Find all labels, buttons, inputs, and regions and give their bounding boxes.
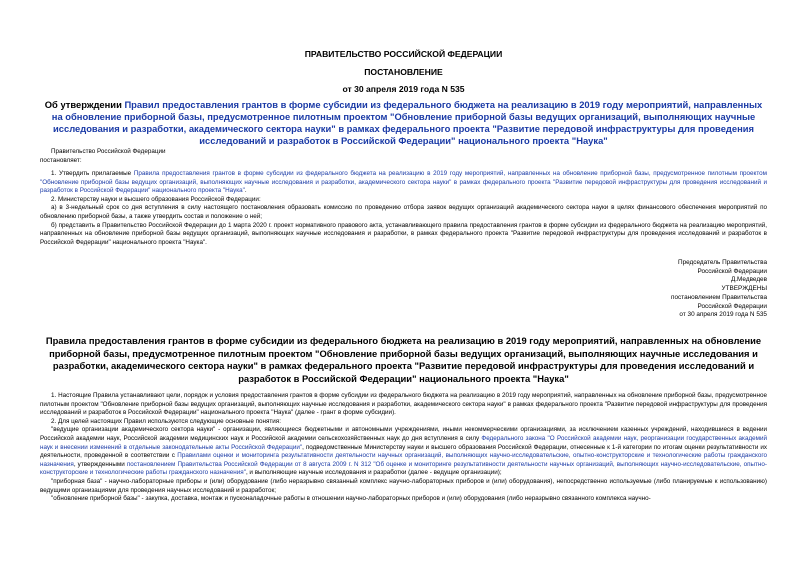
- item-2b: б) представить в Правительство Российской Федерации до 1 марта 2020 г. проект нормативного правового акта, устанавливающего правила предоставления грантов в форме субсидии из федерального бюджета на реализацию мероприятий, направленных на обновление приборной базы ведущих организаций, выполняющих научные исследования и разработки, в рамках федерального проекта "Развитие передовой инфраструктуры для проведения исследований и разработок в Российской Федерации" национального проекта "Наука".: [40, 221, 767, 246]
- rules-body: [40, 392, 767, 504]
- preamble-line-1: Правительство Российской Федерации: [51, 148, 166, 155]
- definition-1-text-3: , утвержденными: [73, 460, 127, 468]
- definition-leading-organizations: [40, 426, 767, 478]
- preamble: [40, 148, 767, 165]
- decree-title-prefix: Об утверждении: [44, 99, 125, 110]
- item-1: [40, 170, 767, 196]
- approval-stamp-1: УТВЕРЖДЕНЫ: [721, 285, 767, 293]
- definition-1-text-2: , подведомственные Министерству науки и высшего образования Российской Федерации, отнесенные к 1-й категории по итогам оценки результативности их деятельности, проведенной в соответствии с: [40, 443, 767, 460]
- item-1-prefix: 1. Утвердить прилагаемые: [51, 170, 134, 177]
- signature-line-2: Российской Федерации: [697, 267, 767, 275]
- item-1-suffix: .: [244, 187, 247, 195]
- resolution-312-link[interactable]: постановлением Правительства Российской Федерации от 8 августа 2009 г. N 312 "Об оценке и мониторинге результативности деятельности научных организаций, выполняющих научно-исследовательские, опытно-конструкторские и технологические работы гражданского назначения": [40, 460, 767, 477]
- document-type-heading: ПОСТАНОВЛЕНИЕ: [364, 67, 443, 77]
- signature-block: [567, 259, 767, 320]
- item-2: 2. Министерству науки и высшего образования Российской Федерации:: [51, 195, 261, 203]
- decree-title: [40, 99, 767, 147]
- rules-title: Правила предоставления грантов в форме субсидии из федерального бюджета на реализацию в 2019 году мероприятий, направленных на обновление приборной базы, предусмотренное пилотным проектом "Обновление приборной базы ведущих организаций, выполняющих научные исследования и разработки, академического сектора науки" в рамках федерального проекта "Развитие передовой инфраструктуры для проведения исследований и разработок в Российской Федерации" национального проекта "Наука": [45, 335, 762, 384]
- rule-2: 2. Для целей настоящих Правил используются следующие основные понятия:: [51, 417, 281, 425]
- decree-title-link[interactable]: Правил предоставления грантов в форме субсидии из федерального бюджета на реализацию в 2019 году мероприятий, направленных на обновление приборной базы, предусмотренное пилотным проектом "Обновление приборной базы ведущих организаций, выполняющих научные исследования и разработки, академического сектора науки" в рамках федерального проекта "Развитие передовой инфраструктуры для проведения исследований и разработок в Российской Федерации" национального проекта "Наука": [51, 99, 763, 146]
- preamble-line-2: постановляет:: [40, 156, 82, 164]
- federal-law-link[interactable]: Федерального закона "О Российской академии наук, реорганизации государственных академий наук и внесении изменений в отдельные законодательные акты Российской Федерации": [40, 434, 767, 451]
- signature-line-3: Д.Медведев: [730, 276, 767, 284]
- approval-stamp-2: постановлением Правительства: [671, 293, 767, 301]
- rules-link[interactable]: Правила предоставления грантов в форме субсидии из федерального бюджета на реализацию в 2019 году мероприятий, направленных на обновление приборной базы, предусмотренное пилотным проектом "Обновление приборной базы ведущих организаций, выполняющих научные исследования и разработки, академического сектора науки" в рамках федерального проекта "Развитие передовой инфраструктуры для проведения исследований и разработок в Российской Федерации" национального проекта "Наука": [40, 170, 768, 195]
- evaluation-rules-link[interactable]: Правилами оценки и мониторинга результативности деятельности научных организаций, выполняющих научно-исследовательские, опытно-конструкторские и технологические работы гражданского назначения: [40, 452, 767, 468]
- definition-instrument-base: "приборная база" - научно-лабораторные приборы и (или) оборудование (либо неразрывно связанный комплекс научно-лабораторных приборов и (или) оборудования), непосредственно используемые (либо планируемые к использованию) ведущими организациями для проведения научных исследований и разработок;: [40, 477, 767, 494]
- approval-stamp-3: Российской Федерации: [697, 302, 767, 310]
- decree-body: [40, 170, 767, 247]
- rule-1: 1. Настоящие Правила устанавливают цели, порядок и условия предоставления грантов в форме субсидии из федерального бюджета на реализацию в 2019 году мероприятий, направленных на обновление приборной базы, предусмотренное пилотным проектом "Обновление приборной базы ведущих организаций, выполняющих научные исследования и разработки, академического сектора науки" в рамках федерального проекта "Развитие передовой инфраструктуры для проведения исследований и разработок в Российской Федерации" национального проекта "Наука" (далее - грант в форме субсидии).: [40, 392, 767, 417]
- document-date-number: от 30 апреля 2019 года N 535: [342, 84, 465, 94]
- definition-1-text-1: "ведущие организации академического сектора науки" - организации, являющиеся бюджетными и автономными учреждениями, иными некоммерческими организациями, за исключением казенных учреждений, находившиеся в ведении Российской академии наук, Российской академии медицинских наук и Российской академии сельскохозяйственных наук до дня вступления в силу: [40, 426, 767, 442]
- signature-line-1: Председатель Правительства: [678, 259, 767, 266]
- government-heading: ПРАВИТЕЛЬСТВО РОССИЙСКОЙ ФЕДЕРАЦИИ: [304, 49, 503, 59]
- definition-instrument-update: "обновление приборной базы" - закупка, доставка, монтаж и пусконаладочные работы в отношении научно-лабораторных приборов и (или) оборудования (либо неразрывно связанного комплекса научно-: [51, 495, 651, 503]
- definition-1-text-4: , и выполняющие научные исследования и разработки (далее - ведущие организации);: [245, 469, 502, 477]
- approval-stamp-4: от 30 апреля 2019 года N 535: [679, 311, 767, 319]
- item-2a: а) в 3-недельный срок со дня вступления в силу настоящего постановления образовать комиссию по проведению отбора заявок ведущих организаций академического сектора науки в целях финансового обеспечения мероприятий по обновлению приборной базы, а также утвердить состав и положение о ней;: [40, 204, 767, 220]
